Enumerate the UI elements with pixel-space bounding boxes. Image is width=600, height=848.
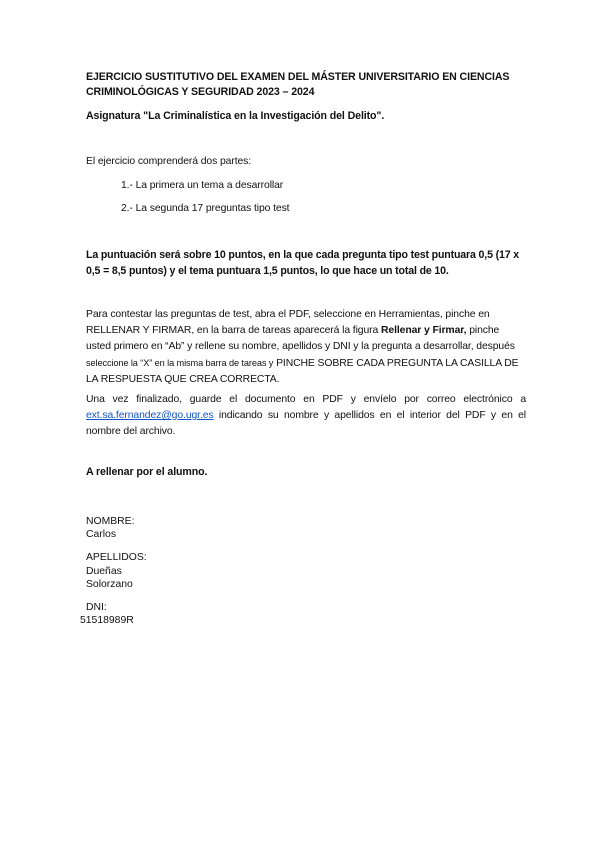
score-paragraph: La puntuación será sobre 10 puntos, en la que cada pregunta tipo test puntuara 0,5 (17 x 0,5 = 8,5 puntos) y el tema puntuara 1,5 puntos, lo que hace un total de 10.	[86, 249, 520, 277]
instructions-small-text: seleccione la “X” en la misma barra de tareas y	[86, 358, 274, 368]
name-field[interactable]: Carlos	[86, 529, 117, 540]
instructions-paragraph	[86, 307, 526, 388]
dni-label: DNI:	[86, 602, 107, 613]
surname-field-line-1[interactable]: Dueñas	[86, 566, 122, 577]
instructions-text-2: pinche usted primero en “Ab” y rellene su nombre, apellidos y DNI y la pregunta a desarrollar, después	[86, 325, 515, 352]
submission-text-after: indicando su nombre y apellidos en el interior del PDF y en el nombre del archivo.	[86, 410, 526, 437]
fill-heading: A rellenar por el alumno.	[86, 466, 208, 478]
submission-paragraph	[86, 392, 526, 440]
instructions-bold-text: Rellenar y Firmar,	[381, 325, 467, 336]
intro-text: El ejercicio comprenderá dos partes:	[86, 156, 252, 167]
subject-line: Asignatura "La Criminalística en la Investigación del Delito".	[86, 110, 385, 122]
surname-label: APELLIDOS:	[86, 552, 147, 563]
part-item-2: 2.- La segunda 17 preguntas tipo test	[121, 203, 290, 214]
submission-text-before: Una vez finalizado, guarde el documento en PDF y envíelo por correo electrónico a	[86, 394, 526, 405]
document-title: EJERCICIO SUSTITUTIVO DEL EXAMEN DEL MÁSTER UNIVERSITARIO EN CIENCIAS CRIMINOLÓGICAS Y SEGURIDAD 2023 – 2024	[86, 71, 510, 98]
name-label: NOMBRE:	[86, 516, 135, 527]
dni-field[interactable]: 51518989R	[80, 615, 134, 626]
instructions-text-1: Para contestar las preguntas de test, abra el PDF, seleccione en Herramientas, pinche en RELLENAR Y FIRMAR, en la barra de tareas aparecerá la figura	[86, 309, 490, 336]
instructions-text-3: PINCHE SOBRE CADA PREGUNTA LA CASILLA DE LA RESPUESTA QUE CREA CORRECTA.	[86, 358, 519, 385]
email-link[interactable]: ext.sa.fernandez@go.ugr.es	[86, 410, 214, 421]
part-item-1: 1.- La primera un tema a desarrollar	[121, 180, 284, 191]
surname-field-line-2[interactable]: Solorzano	[86, 579, 133, 590]
